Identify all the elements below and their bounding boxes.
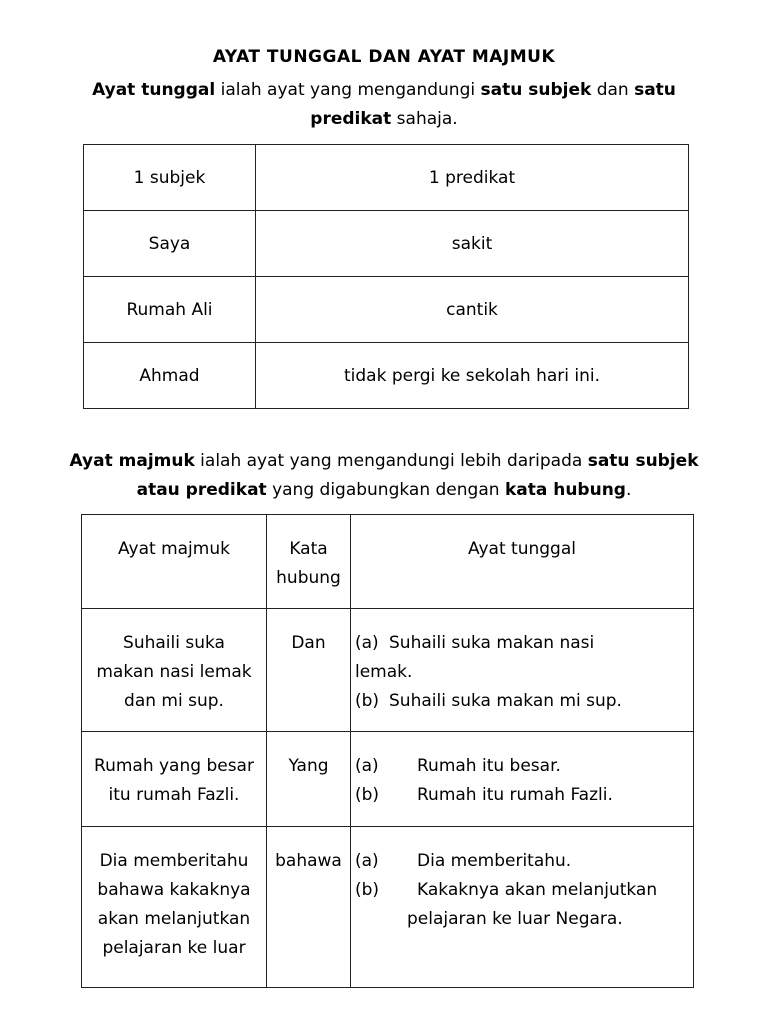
kata-hubung-cell: Dan (267, 609, 351, 732)
tunggal-bold-3: predikat (310, 109, 392, 129)
item-b-continuation: pelajaran ke luar Negara. (407, 909, 623, 929)
tunggal-text-3: sahaja. (391, 109, 458, 129)
subjek-cell: Ahmad (84, 343, 256, 409)
majmuk-line: makan nasi lemak (96, 662, 252, 682)
item-a-text: Dia memberitahu. (417, 851, 572, 871)
item-a-label: (a) (355, 851, 379, 871)
tunggal-text-1: ialah ayat yang mengandungi (215, 80, 481, 100)
item-a-label: (a) (355, 633, 379, 653)
header-ayat-majmuk: Ayat majmuk (82, 515, 267, 609)
header-kata-hubung (267, 515, 351, 609)
item-b-label: (b) (355, 785, 380, 805)
table-row (84, 343, 689, 409)
table-row (82, 609, 694, 732)
table-header-row (84, 145, 689, 211)
majmuk-table (81, 514, 694, 988)
majmuk-line: Dia memberitahu (99, 851, 249, 871)
tunggal-term: Ayat tunggal (92, 80, 216, 100)
majmuk-line: itu rumah Fazli. (108, 785, 240, 805)
item-b-text: Suhaili suka makan mi sup. (389, 691, 622, 711)
kata-hubung-cell: Yang (267, 732, 351, 827)
majmuk-cell (82, 732, 267, 827)
majmuk-cell (82, 827, 267, 988)
header-kata-line-1: Kata (289, 539, 328, 559)
majmuk-cell (82, 609, 267, 732)
subjek-cell: Rumah Ali (84, 277, 256, 343)
majmuk-bold-3: kata hubung (504, 480, 626, 500)
majmuk-line: bahawa kakaknya (97, 880, 251, 900)
kata-hubung-cell: bahawa (267, 827, 351, 988)
tunggal-cell (351, 827, 694, 988)
majmuk-text-1: ialah ayat yang mengandungi lebih daripada (194, 451, 588, 471)
majmuk-text-3: . (625, 480, 632, 500)
item-b-text: Kakaknya akan melanjutkan (417, 880, 658, 900)
item-a (355, 629, 693, 658)
item-a (355, 752, 693, 781)
item-b-label: (b) (355, 691, 380, 711)
item-b (355, 876, 693, 905)
tunggal-text-2: dan (591, 80, 635, 100)
item-b (355, 781, 693, 810)
page-title: AYAT TUNGGAL DAN AYAT MAJMUK (212, 47, 556, 67)
table-row (84, 211, 689, 277)
item-a-text: Rumah itu besar. (417, 756, 561, 776)
tunggal-table (83, 144, 689, 409)
predikat-cell: cantik (256, 277, 689, 343)
majmuk-term: Ayat majmuk (69, 451, 195, 471)
majmuk-line: Suhaili suka (123, 633, 225, 653)
majmuk-line: dan mi sup. (124, 691, 224, 711)
item-a-label: (a) (355, 756, 379, 776)
majmuk-line: Rumah yang besar (94, 756, 254, 776)
majmuk-bold-1: satu subjek (587, 451, 699, 471)
table-row (82, 732, 694, 827)
subjek-cell: Saya (84, 211, 256, 277)
majmuk-line: akan melanjutkan (97, 909, 251, 929)
item-b (355, 687, 693, 716)
tunggal-bold-1: satu subjek (480, 80, 592, 100)
item-a-continuation: lemak. (355, 662, 413, 682)
header-kata-line-2: hubung (276, 568, 341, 588)
table-row (82, 827, 694, 988)
item-a (355, 847, 693, 876)
majmuk-definition (0, 447, 768, 505)
item-b-text: Rumah itu rumah Fazli. (417, 785, 613, 805)
table-row (84, 277, 689, 343)
item-a-text: Suhaili suka makan nasi (389, 633, 595, 653)
tunggal-cell (351, 732, 694, 827)
tunggal-definition (0, 76, 768, 134)
tunggal-cell (351, 609, 694, 732)
tunggal-bold-2: satu (634, 80, 676, 100)
majmuk-line: pelajaran ke luar (102, 938, 246, 958)
predikat-cell: tidak pergi ke sekolah hari ini. (256, 343, 689, 409)
header-ayat-tunggal: Ayat tunggal (351, 515, 694, 609)
table-header-row (82, 515, 694, 609)
header-predikat: 1 predikat (256, 145, 689, 211)
majmuk-bold-2: atau predikat (136, 480, 267, 500)
item-b-label: (b) (355, 880, 380, 900)
header-subjek: 1 subjek (84, 145, 256, 211)
majmuk-text-2: yang digabungkan dengan (266, 480, 505, 500)
predikat-cell: sakit (256, 211, 689, 277)
